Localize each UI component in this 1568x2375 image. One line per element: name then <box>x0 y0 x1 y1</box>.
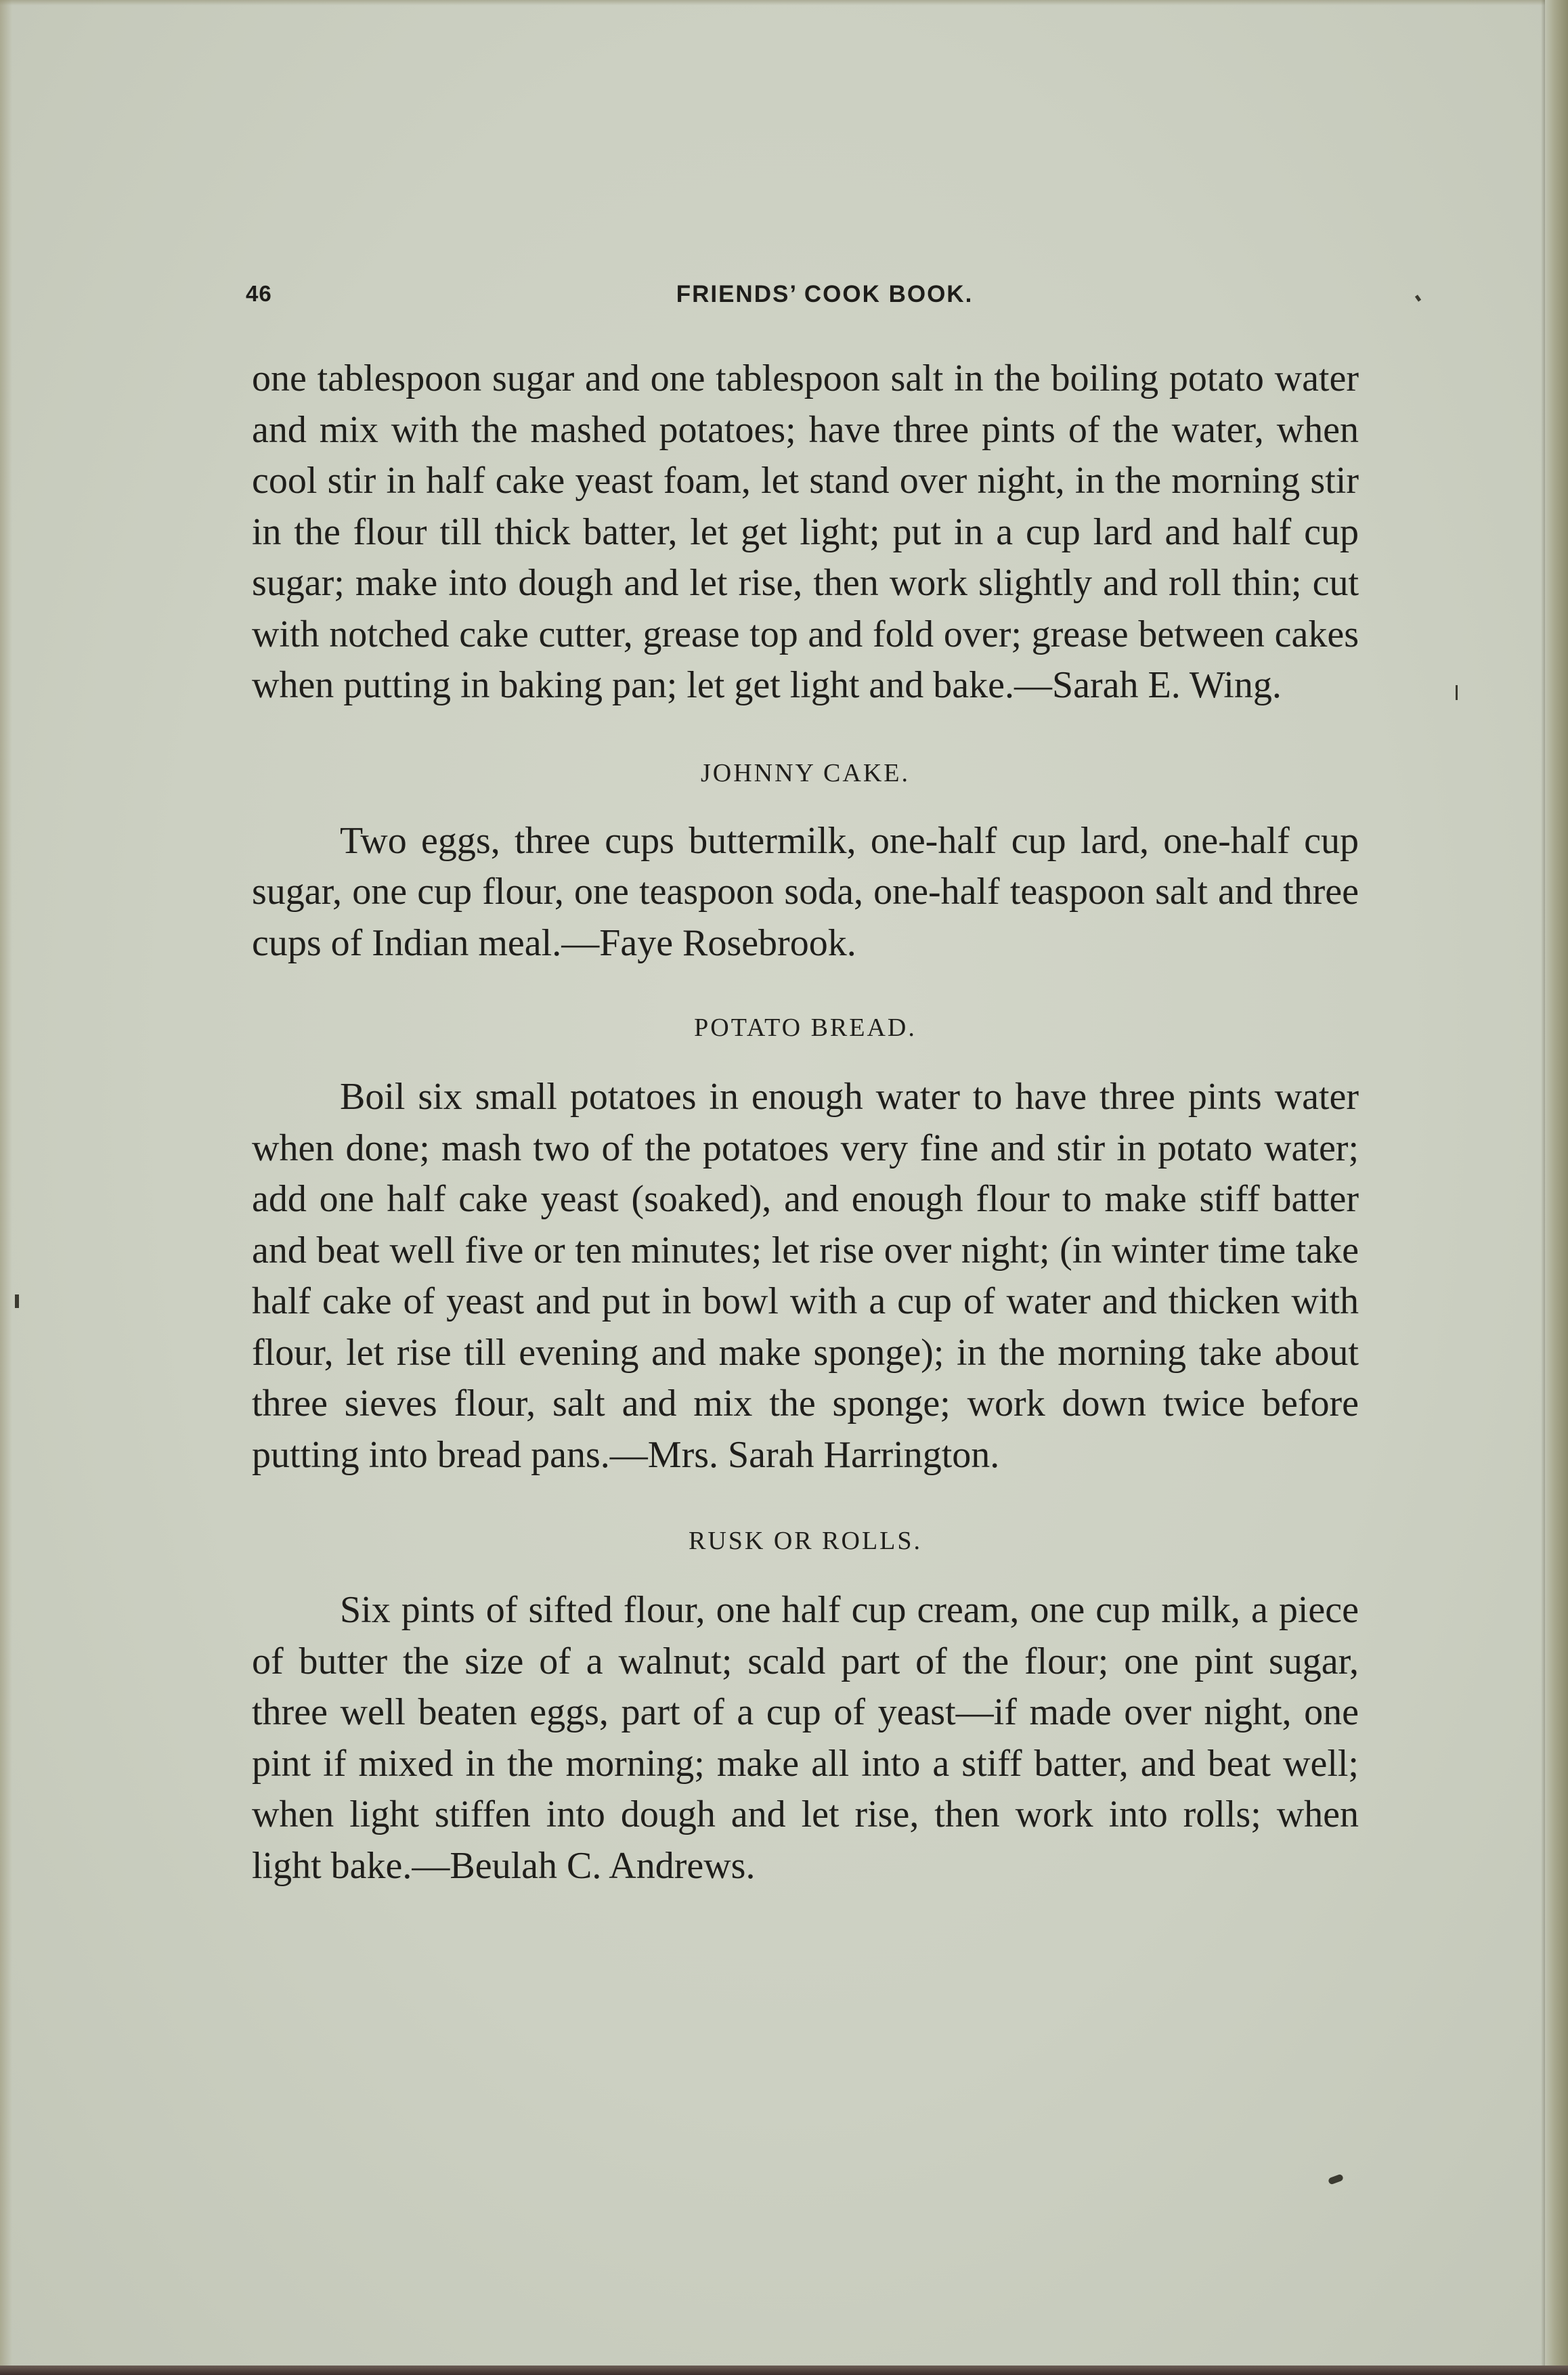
recipe-text-potato-bread: Boil six small potatoes in enough water to have three pints water when done; mash two of the potatoes very fine and stir in potato water; add one half cake yeast (soaked), and enough flour to make stiff batter and beat well five or ten minutes; let rise over night; (in winter time take half cake of yeast and put in bowl with a cup of water and thicken with flour, let rise till evening and make sponge); in the morning take about three sieves flour, salt and mix the sponge; work down twice before putting into bread pans.—Mrs. Sarah Harrington. <box>252 1076 1359 1476</box>
page-header <box>246 281 1383 315</box>
intro-paragraph: one tablespoon sugar and one tablespoon salt in the boiling potato water and mix with the mashed potatoes; have three pints of the water, when cool stir in half cake yeast foam, let stand over night, in the morning stir in the flour till thick batter, let get light; put in a cup lard and half cup sugar; make into dough and let rise, then work slightly and roll thin; cut with notched cake cutter, grease top and fold over; grease between cakes when putting in baking pan; let get light and bake.—Sarah E. Wing. <box>252 357 1359 706</box>
page-top-edge <box>0 0 1568 5</box>
recipe-title-potato-bread: POTATO BREAD. <box>694 1014 917 1042</box>
page-body <box>252 353 1359 1892</box>
ink-speck <box>1456 685 1458 700</box>
recipe-title-rusk-or-rolls: RUSK OR ROLLS. <box>689 1527 922 1555</box>
page-right-edge <box>1545 0 1568 2375</box>
recipe-text-rusk-or-rolls: Six pints of sifted flour, one half cup cream, one cup milk, a piece of butter the size of a walnut; scald part of the flour; one pint sugar, three well beaten eggs, part of a cup of yeast—if made over night, one pint if mixed in the morning; make all into a stiff batter, and beat well; when light stiffen into dough and let rise, then work into rolls; when light bake.—Beulah C. Andrews. <box>252 1589 1359 1887</box>
page-bottom-edge <box>0 2366 1568 2375</box>
ink-speck <box>15 1294 19 1308</box>
recipe-text-johnny-cake: Two eggs, three cups buttermilk, one-half cup lard, one-half cup sugar, one cup flour, one teaspoon soda, one-half teaspoon salt and three cups of Indian meal.—Faye Rosebrook. <box>252 819 1359 964</box>
page-number: 46 <box>246 281 272 306</box>
ink-speck <box>1415 295 1421 301</box>
ink-speck <box>1328 2174 1344 2185</box>
page-left-edge <box>0 0 12 2375</box>
running-head: FRIENDS’ COOK BOOK. <box>676 281 974 307</box>
recipe-title-johnny-cake: JOHNNY CAKE. <box>700 758 911 787</box>
